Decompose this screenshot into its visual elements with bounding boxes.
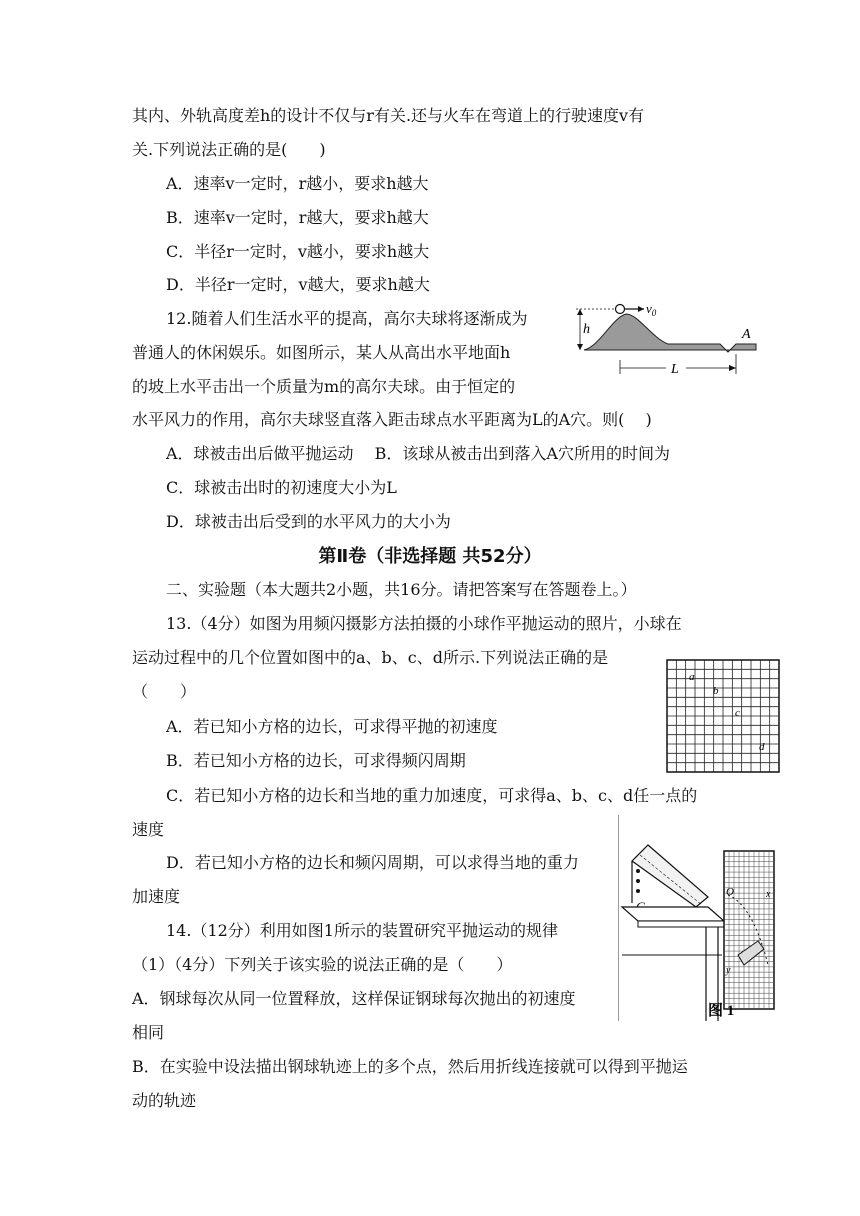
q13-option-c-line-2: 速度 — [132, 820, 165, 839]
l-distance-label: L — [671, 362, 679, 377]
q14-line-2: （1）（4分）下列关于该实验的说法正确的是（ ） — [132, 955, 513, 974]
q13-option-b: B．若已知小方格的边长，可求得频闪周期 — [166, 751, 466, 770]
q13-option-c-line-1: C．若已知小方格的边长和当地的重力加速度，可求得a、b、c、d任一点的 — [166, 786, 698, 805]
q11-option-a: A．速率v一定时，r越小，要求h越大 — [166, 174, 429, 193]
q12-option-d: D．球被击出后受到的水平风力的大小为 — [166, 512, 451, 531]
q11-option-c: C．半径r一定时，v越小，要求h越大 — [166, 242, 430, 261]
golf-ball-icon — [616, 305, 625, 314]
a-hole-label: A — [742, 327, 751, 342]
x-axis-label: x — [766, 889, 771, 900]
q11-option-b: B．速率v一定时，r越大，要求h越大 — [166, 208, 429, 227]
golf-hill-figure — [570, 300, 760, 380]
q14-option-a-line-1: A．钢球每次从同一位置释放，这样保证钢球每次抛出的初速度 — [132, 989, 576, 1008]
h-label: h — [583, 322, 590, 337]
q14-option-b-line-1: B．在实验中设法描出钢球轨迹上的多个点，然后用折线连接就可以得到平抛运 — [132, 1057, 688, 1076]
figure-caption: 图 1 — [708, 1003, 735, 1019]
q12-option-c: C．球被击出时的初速度大小为L — [166, 478, 397, 497]
q14-option-b-line-2: 动的轨迹 — [132, 1091, 197, 1110]
o-label: O — [726, 886, 734, 898]
apparatus-figure — [618, 815, 776, 1021]
q14-option-a-line-2: 相同 — [132, 1023, 165, 1042]
q12-line-4: 水平风力的作用，高尔夫球竖直落入距击球点水平距离为L的A穴。则( ) — [132, 410, 652, 429]
q13-option-d-line-2: 加速度 — [132, 887, 181, 906]
q12-line-3: 的坡上水平击出一个质量为m的高尔夫球。由于恒定的 — [132, 377, 516, 396]
section-title: 第Ⅱ卷（非选择题 共52分） — [318, 546, 542, 567]
hill-shape — [584, 314, 756, 352]
q11-line-2: 关.下列说法正确的是( ) — [132, 140, 326, 159]
q13-line-3: （ ） — [132, 682, 197, 701]
q12-option-ab: A．球被击出后做平抛运动 B．该球从被击出到落入A穴所用的时间为 — [166, 444, 670, 463]
point-a-label: a — [689, 671, 695, 683]
q12-line-1: 12.随着人们生活水平的提高，高尔夫球将逐渐成为 — [166, 309, 528, 328]
point-c-label: c — [735, 707, 740, 719]
q12-line-2: 普通人的休闲娱乐。如图所示，某人从高出水平地面h — [132, 343, 511, 362]
point-b-label: b — [713, 685, 719, 697]
y-axis-label: y — [726, 965, 731, 976]
part-two-heading: 二、实验题（本大题共2小题，共16分。请把答案写在答题卷上。） — [166, 580, 637, 599]
point-d-label: d — [759, 741, 765, 753]
strobe-grid-figure — [665, 658, 781, 774]
q11-line-1: 其内、外轨高度差h的设计不仅与r有关.还与火车在弯道上的行驶速度v有 — [132, 106, 645, 125]
q14-line-1: 14.（12分）利用如图1所示的装置研究平抛运动的规律 — [166, 921, 558, 940]
q13-line-2: 运动过程中的几个位置如图中的a、b、c、d所示.下列说法正确的是 — [132, 648, 609, 667]
q11-option-d: D．半径r一定时，v越大，要求h越大 — [166, 275, 430, 294]
q13-option-a: A．若已知小方格的边长，可求得平抛的初速度 — [166, 717, 498, 736]
q13-option-d-line-1: D．若已知小方格的边长和频闪周期，可以求得当地的重力 — [166, 853, 579, 872]
q13-line-1: 13.（4分）如图为用频闪摄影方法拍摄的小球作平抛运动的照片，小球在 — [166, 614, 682, 633]
v0-label: $v_0$ — [646, 301, 657, 318]
